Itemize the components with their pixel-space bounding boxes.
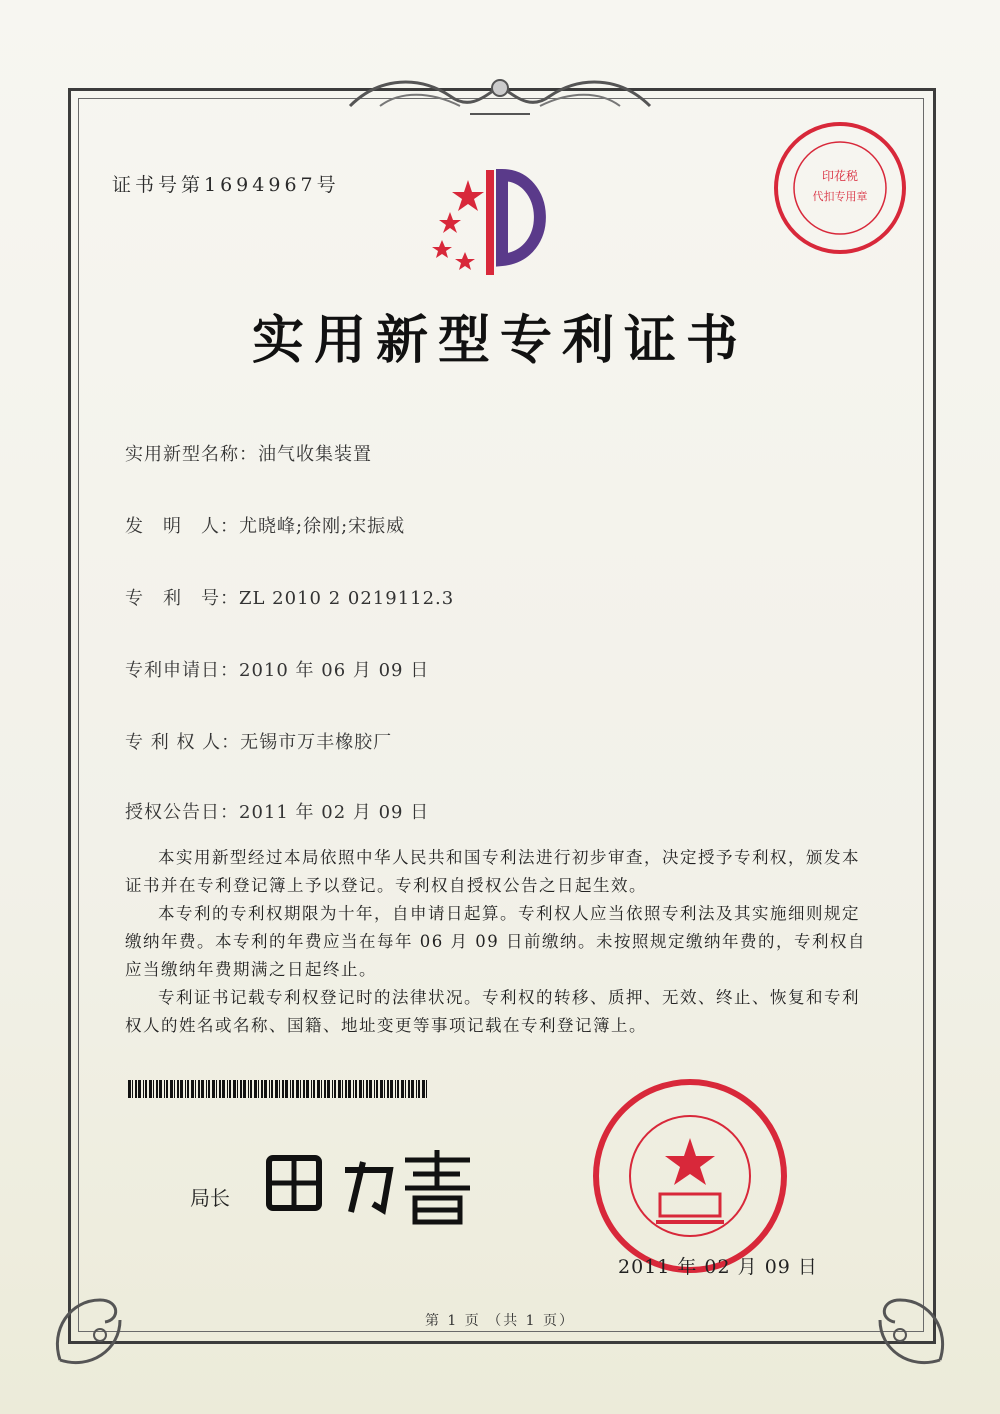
barcode-bar (376, 1080, 378, 1098)
field-grant-date (125, 798, 429, 824)
barcode-bar (311, 1080, 312, 1098)
national-ip-office-seal (590, 1076, 790, 1276)
barcode-bar (170, 1080, 173, 1098)
barcode-bar (132, 1080, 133, 1098)
field-value: ZL 2010 2 0219112.3 (239, 588, 455, 609)
barcode-bar (296, 1080, 299, 1098)
barcode-bar (250, 1080, 252, 1098)
barcode-bar (185, 1080, 186, 1098)
top-ornament (340, 66, 660, 126)
barcode-bar (269, 1080, 270, 1098)
barcode-bar (153, 1080, 154, 1098)
barcode-bar (248, 1080, 249, 1098)
barcode-bar (397, 1080, 399, 1098)
barcode-bar (240, 1080, 242, 1098)
barcode-bar (290, 1080, 291, 1098)
barcode-bar (416, 1080, 417, 1098)
barcode-bar (390, 1080, 393, 1098)
svg-text:印花税: 印花税 (821, 169, 859, 183)
barcode-bar (355, 1080, 357, 1098)
field-value: 无锡市万丰橡胶厂 (240, 732, 393, 753)
barcode-bar (359, 1080, 362, 1098)
barcode-bar (201, 1080, 204, 1098)
barcode-bar (327, 1080, 330, 1098)
barcode-bar (279, 1080, 280, 1098)
barcode-bar (324, 1080, 326, 1098)
field-value: 2011 年 02 月 09 日 (239, 802, 430, 823)
field-patentee (125, 728, 392, 754)
barcode-bar (363, 1080, 364, 1098)
barcode-bar (405, 1080, 406, 1098)
barcode-bar (282, 1080, 284, 1098)
barcode-bar (292, 1080, 294, 1098)
barcode-bar (227, 1080, 228, 1098)
barcode-bar (369, 1080, 372, 1098)
barcode-bar (195, 1080, 196, 1098)
field-model-name (125, 440, 372, 466)
tax-bureau-seal (770, 118, 910, 258)
barcode-bar (275, 1080, 278, 1098)
barcode-bar (374, 1080, 375, 1098)
field-label: 专 利 号： (125, 588, 239, 609)
barcode-bar (264, 1080, 267, 1098)
barcode-bar (254, 1080, 257, 1098)
field-label: 专利申请日： (125, 660, 239, 681)
barcode-bar (149, 1080, 152, 1098)
issue-date: 2011 年 02 月 09 日 (618, 1256, 818, 1278)
barcode-bar (212, 1080, 215, 1098)
barcode-bar (345, 1080, 347, 1098)
barcode-bar (401, 1080, 404, 1098)
inner-frame (78, 98, 924, 1332)
barcode-bar (408, 1080, 410, 1098)
barcode-bar (198, 1080, 200, 1098)
barcode-bar (342, 1080, 343, 1098)
barcode-bar (271, 1080, 273, 1098)
barcode-bar (321, 1080, 322, 1098)
certificate-title: 实用新型专利证书 (251, 310, 748, 371)
field-label: 授权公告日： (125, 802, 239, 823)
barcode-bar (366, 1080, 368, 1098)
field-patent-number (125, 584, 454, 610)
barcode-bar (380, 1080, 383, 1098)
barcode-bar (353, 1080, 354, 1098)
barcode-bar (348, 1080, 351, 1098)
barcode-bar (285, 1080, 288, 1098)
paragraph-term: 本专利的专利权期限为十年，自申请日起算。专利权人应当依照专利法及其实施细则规定缴纳年费。本专利的年费应当在每年 06 月 09 日前缴纳。未按照规定缴纳年费的，专利权自应当缴纳年费期满之日起终止。 (125, 904, 866, 979)
barcode-bar (145, 1080, 147, 1098)
barcode-bar (233, 1080, 236, 1098)
barcode-bar (206, 1080, 207, 1098)
barcode-bar (159, 1080, 162, 1098)
barcode-bar (222, 1080, 225, 1098)
barcode-bar (258, 1080, 259, 1098)
field-value: 油气收集装置 (258, 444, 372, 465)
barcode-bar (332, 1080, 333, 1098)
barcode-bar (216, 1080, 217, 1098)
barcode-bar (395, 1080, 396, 1098)
barcode-bar (135, 1080, 137, 1098)
barcode-bar (338, 1080, 341, 1098)
barcode-bar (229, 1080, 231, 1098)
barcode-bar (243, 1080, 246, 1098)
barcode-bar (384, 1080, 385, 1098)
barcode-bar (303, 1080, 305, 1098)
barcode-bar (411, 1080, 414, 1098)
barcode-bar (387, 1080, 389, 1098)
certificate-number: 证书号第1694967号 (112, 174, 340, 196)
svg-text:代扣专用章: 代扣专用章 (812, 190, 868, 203)
field-application-date (125, 656, 429, 682)
barcode-bar (334, 1080, 336, 1098)
patent-office-emblem-icon (420, 160, 560, 280)
barcode-bar (237, 1080, 238, 1098)
page-number: 第 1 页 （共 1 页） (424, 1313, 576, 1329)
barcode (128, 1080, 430, 1098)
field-label: 发 明 人： (125, 516, 239, 537)
field-inventors (125, 512, 405, 538)
barcode-bar (426, 1080, 427, 1098)
barcode-bar (174, 1080, 175, 1098)
barcode-bar (306, 1080, 309, 1098)
barcode-bar (313, 1080, 315, 1098)
barcode-bar (317, 1080, 320, 1098)
field-value: 尤晓峰;徐刚;宋振威 (239, 516, 406, 537)
barcode-bar (191, 1080, 194, 1098)
field-label: 专 利 权 人： (125, 732, 241, 753)
barcode-bar (261, 1080, 263, 1098)
barcode-bar (177, 1080, 179, 1098)
director-signature (255, 1140, 485, 1230)
paragraph-examination: 本实用新型经过本局依照中华人民共和国专利法进行初步审查，决定授予专利权，颁发本证书并在专利登记簿上予以登记。专利权自授权公告之日起生效。 (125, 848, 860, 895)
barcode-bar (156, 1080, 158, 1098)
barcode-bar (418, 1080, 420, 1098)
barcode-bar (128, 1080, 131, 1098)
field-value: 2010 年 06 月 09 日 (239, 660, 430, 681)
field-label: 实用新型名称： (125, 444, 258, 465)
barcode-bar (180, 1080, 183, 1098)
paragraph-legal-status: 专利证书记载专利权登记时的法律状况。专利权的转移、质押、无效、终止、恢复和专利权人的姓名或名称、国籍、地址变更等事项记载在专利登记簿上。 (125, 988, 860, 1035)
barcode-bar (166, 1080, 168, 1098)
barcode-bar (219, 1080, 221, 1098)
barcode-bar (187, 1080, 189, 1098)
barcode-bar (164, 1080, 165, 1098)
barcode-bar (300, 1080, 301, 1098)
barcode-bar (208, 1080, 210, 1098)
director-label: 局长 (190, 1186, 230, 1210)
barcode-bar (138, 1080, 141, 1098)
barcode-bar (422, 1080, 425, 1098)
barcode-bar (143, 1080, 144, 1098)
